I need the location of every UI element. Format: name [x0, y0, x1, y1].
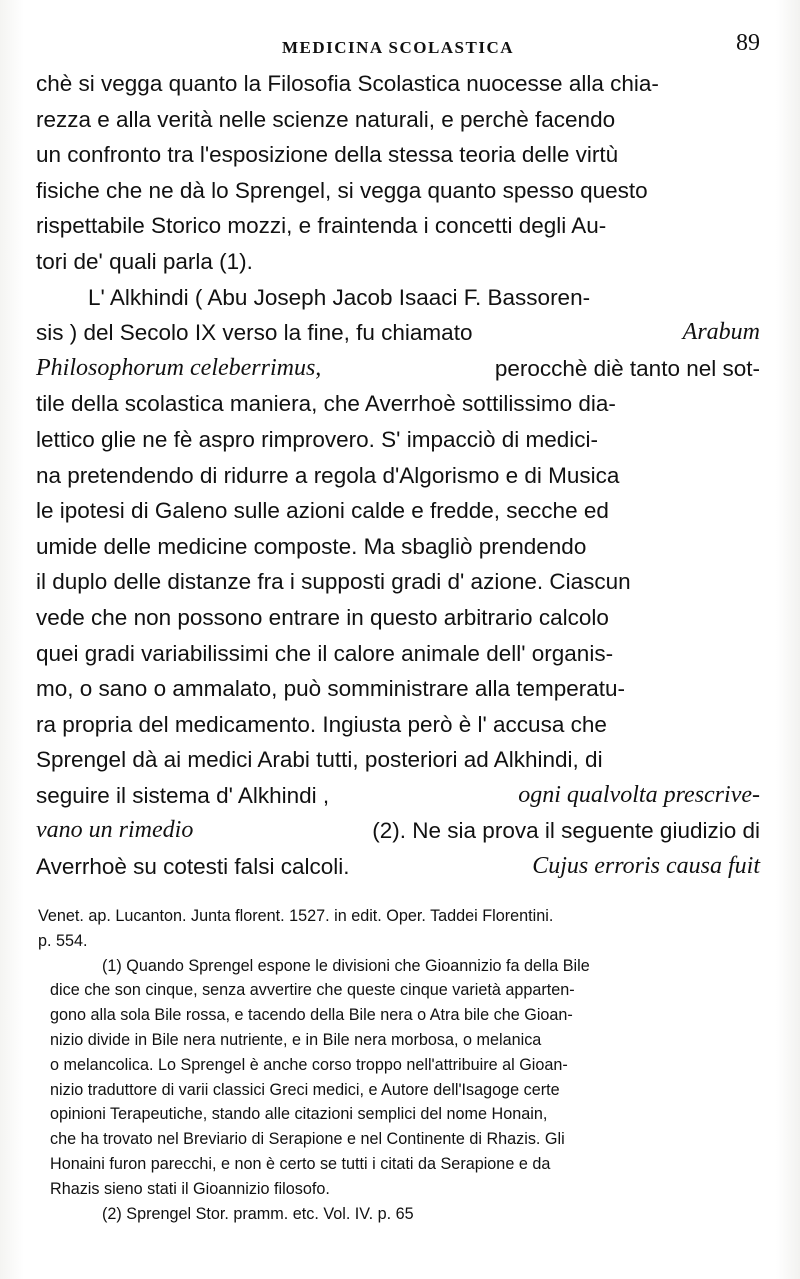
text-line: il duplo delle distanze fra i supposti gradi d' azione. Ciascun [36, 569, 631, 595]
running-title: MEDICINA SCOLASTICA [281, 38, 515, 57]
footnote-line: dice che son cinque, senza avvertire che queste cinque varietà apparten- [50, 981, 575, 1000]
text-line: L' Alkhindi ( Abu Joseph Jacob Isaaci F. Bassoren- [88, 284, 591, 310]
text-line: mo, o sano o ammalato, può somministrare alla temperatu- [36, 676, 626, 702]
text-line: umide delle medicine composte. Ma sbagliò prendendo [36, 533, 587, 559]
footnote-2: (2) Sprengel Stor. pramm. etc. Vol. IV. p. 65 [102, 1204, 414, 1223]
footnote-ref-line: p. 554. [38, 931, 88, 950]
text-line: Philosophorum celeberrimus, perocchè diè tanto nel sot- [36, 351, 760, 387]
footnote-line: (1) Quando Sprengel espone le divisioni che Gioannizio fa della Bile [102, 956, 590, 975]
main-text [36, 66, 760, 885]
text-line: rispettabile Storico mozzi, e fraintenda i concetti degli Au- [36, 213, 607, 239]
italic-term: Arabum [682, 319, 760, 346]
footnote-line: o melancolica. Lo Sprengel è anche corso troppo nell'attribuire al Gioan- [50, 1055, 568, 1074]
text-line: vede che non possono entrare in questo arbitrario calcolo [36, 604, 609, 630]
footnote-line: nizio traduttore di varii classici Greci medici, e Autore dell'Isagoge certe [50, 1080, 560, 1099]
text-line: chè si vegga quanto la Filosofia Scolastica nuocesse alla chia- [36, 71, 659, 96]
text-line: Averrhoè su cotesti falsi calcoli. Cujus erroris causa fuit [36, 849, 760, 885]
footnotes [38, 904, 762, 1226]
text-line: fisiche che ne dà lo Sprengel, si vegga quanto spesso questo [36, 177, 648, 203]
page-number: 89 [736, 30, 760, 56]
text-line: ra propria del medicamento. Ingiusta però è l' accusa che [36, 711, 607, 737]
footnote-line: che ha trovato nel Breviario di Serapione e nel Continente di Rhazis. Gli [50, 1130, 565, 1149]
text-line: na pretendendo di ridurre a regola d'Algorismo e di Musica [36, 462, 620, 488]
text-line: sis ) del Secolo IX verso la fine, fu chiamato Arabum [36, 315, 760, 351]
text-line: Sprengel dà ai medici Arabi tutti, posteriori ad Alkhindi, di [36, 747, 603, 773]
text-line: rezza e alla verità nelle scienze naturali, e perchè facendo [36, 106, 616, 132]
footnote-line: gono alla sola Bile rossa, e tacendo della Bile nera o Atra bile che Gioan- [50, 1006, 573, 1025]
text-line: quei gradi variabilissimi che il calore animale dell' organis- [36, 640, 614, 666]
page-header [36, 28, 760, 62]
text-line: vano un rimedio (2). Ne sia prova il seguente giudizio di [36, 813, 760, 849]
text-line: tile della scolastica maniera, che Averrhoè sottilissimo dia- [36, 391, 616, 417]
text-line: tori de' quali parla (1). [36, 248, 253, 274]
footnote-line: Honaini furon parecchi, e non è certo se tutti i citati da Serapione e da [50, 1154, 551, 1173]
text-line: le ipotesi di Galeno sulle azioni calde e fredde, secche ed [36, 498, 609, 524]
text-line: seguire il sistema d' Alkhindi , ogni qualvolta prescrive- [36, 778, 760, 814]
footnote-ref-line: Venet. ap. Lucanton. Junta florent. 1527. in edit. Oper. Taddei Florentini. [38, 907, 554, 925]
footnote-line: opinioni Terapeutiche, stando alle citazioni semplici del nome Honain, [50, 1105, 548, 1124]
italic-phrase: vano un rimedio [36, 817, 194, 844]
italic-quote: Cujus erroris causa fuit [532, 853, 760, 880]
footnote-line: Rhazis sieno stati il Gioannizio filosofo. [50, 1179, 330, 1198]
text-line: un confronto tra l'esposizione della stessa teoria delle virtù [36, 142, 619, 168]
footnote-line: nizio divide in Bile nera nutriente, e in Bile nera morbosa, o melanica [50, 1030, 542, 1049]
text-line: lettico glie ne fè aspro rimprovero. S' impacciò di medici- [36, 426, 599, 452]
italic-phrase: ogni qualvolta prescrive- [518, 781, 760, 808]
italic-term: Philosophorum celeberrimus, [36, 354, 322, 381]
